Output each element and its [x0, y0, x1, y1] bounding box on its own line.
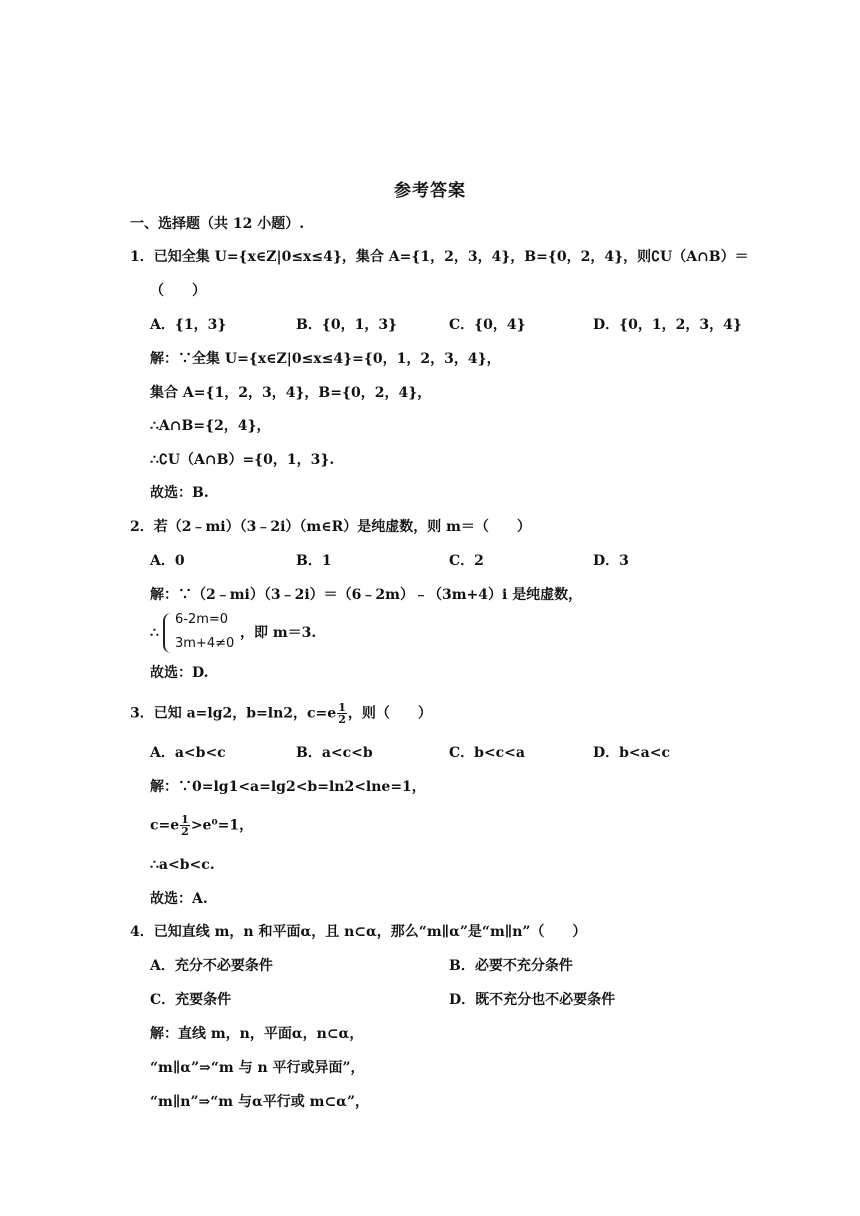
section-heading: 一、选择题（共 12 小题）.: [130, 216, 305, 232]
brace-icon: [163, 613, 174, 653]
q2-stem: 2．若（2﹣mi）（3﹣2i）（m∈R）是纯虚数，则 m＝（ ）: [130, 519, 531, 535]
q2-system-tail: ，即 m＝3.: [240, 625, 317, 641]
q4-solution-line: “m∥n”⇒“m 与α平行或 m⊂α”，: [150, 1094, 369, 1110]
q3-option-a: A．a<b<c: [150, 745, 226, 761]
q2-option-b: B．1: [296, 553, 332, 569]
q3-option-c: C．b<c<a: [449, 745, 525, 761]
system-row: 6-2m=0: [175, 612, 229, 627]
q3-solution-line: 解：∵0=lg1<a=lg2<b=ln2<lne=1，: [150, 779, 426, 795]
q3-answer: 故选：A.: [150, 891, 208, 907]
system-row: 3m+4≠0: [175, 636, 235, 651]
q2-answer: 故选：D.: [150, 665, 209, 681]
q4-option-d: D．既不充分也不必要条件: [449, 992, 616, 1008]
q1-option-d: D．{0，1，2，3，4}: [593, 317, 742, 333]
q1-option-a: A．{1，3}: [150, 317, 227, 333]
q3-option-b: B．a<c<b: [296, 745, 373, 761]
fraction: $\frac{1}{2}$: [181, 813, 189, 838]
q3-solution-line: ∴a<b<c.: [150, 857, 215, 873]
q2-option-d: D．3: [593, 553, 629, 569]
q3-option-d: D．b<a<c: [593, 745, 670, 761]
q1-option-b: B．{0，1，3}: [296, 317, 398, 333]
q4-stem: 4．已知直线 m，n 和平面α，且 n⊂α，那么“m∥α”是“m∥n”（ ）: [130, 924, 587, 940]
q4-solution-line: “m∥α”⇒“m 与 n 平行或异面”，: [150, 1060, 365, 1076]
q1-solution-line: ∴∁U（A∩B）={0，1，3}.: [150, 452, 335, 468]
q3-stem-end: ，则（ ）: [347, 705, 432, 722]
q1-stem: 1．已知全集 U={x∈Z|0≤x≤4}，集合 A={1，2，3，4}，B={0，2，4}，则∁U（A∩B）＝: [130, 249, 749, 265]
q4-option-c: C．充要条件: [150, 992, 232, 1008]
q2-option-c: C．2: [449, 553, 484, 569]
q4-option-a: A．充分不必要条件: [150, 958, 273, 974]
q1-stem-cont: （ ）: [150, 283, 206, 299]
q1-solution-line: ∴A∩B={2，4}，: [150, 418, 271, 434]
q3-stem: [130, 702, 432, 725]
q4-solution-line: 解：直线 m，n，平面α，n⊂α，: [150, 1026, 364, 1042]
q2-solution-line: 解：∵（2﹣mi）（3﹣2i）＝（6﹣2m）﹣（3m+4）i 是纯虚数，: [150, 587, 583, 603]
page-title: 参考答案: [394, 181, 466, 201]
fraction: $\frac{1}{2}$: [338, 701, 346, 726]
q4-option-b: B．必要不充分条件: [449, 958, 573, 974]
q1-solution-line: 集合 A={1，2，3，4}，B={0，2，4}，: [150, 385, 432, 401]
q1-solution-line: 解：∵全集 U={x∈Z|0≤x≤4}={0，1，2，3，4}，: [150, 351, 501, 367]
q2-therefore: ∴: [150, 625, 159, 641]
q1-answer: 故选：B.: [150, 485, 209, 501]
q3-solution-line: c=e $\frac{1}{2}$ >e⁰=1，: [150, 813, 254, 838]
q2-option-a: A．0: [150, 553, 185, 569]
q3-stem-start: 3．已知 a=lg2，b=ln2，c=e: [130, 705, 337, 722]
q1-option-c: C．{0，4}: [449, 317, 526, 333]
